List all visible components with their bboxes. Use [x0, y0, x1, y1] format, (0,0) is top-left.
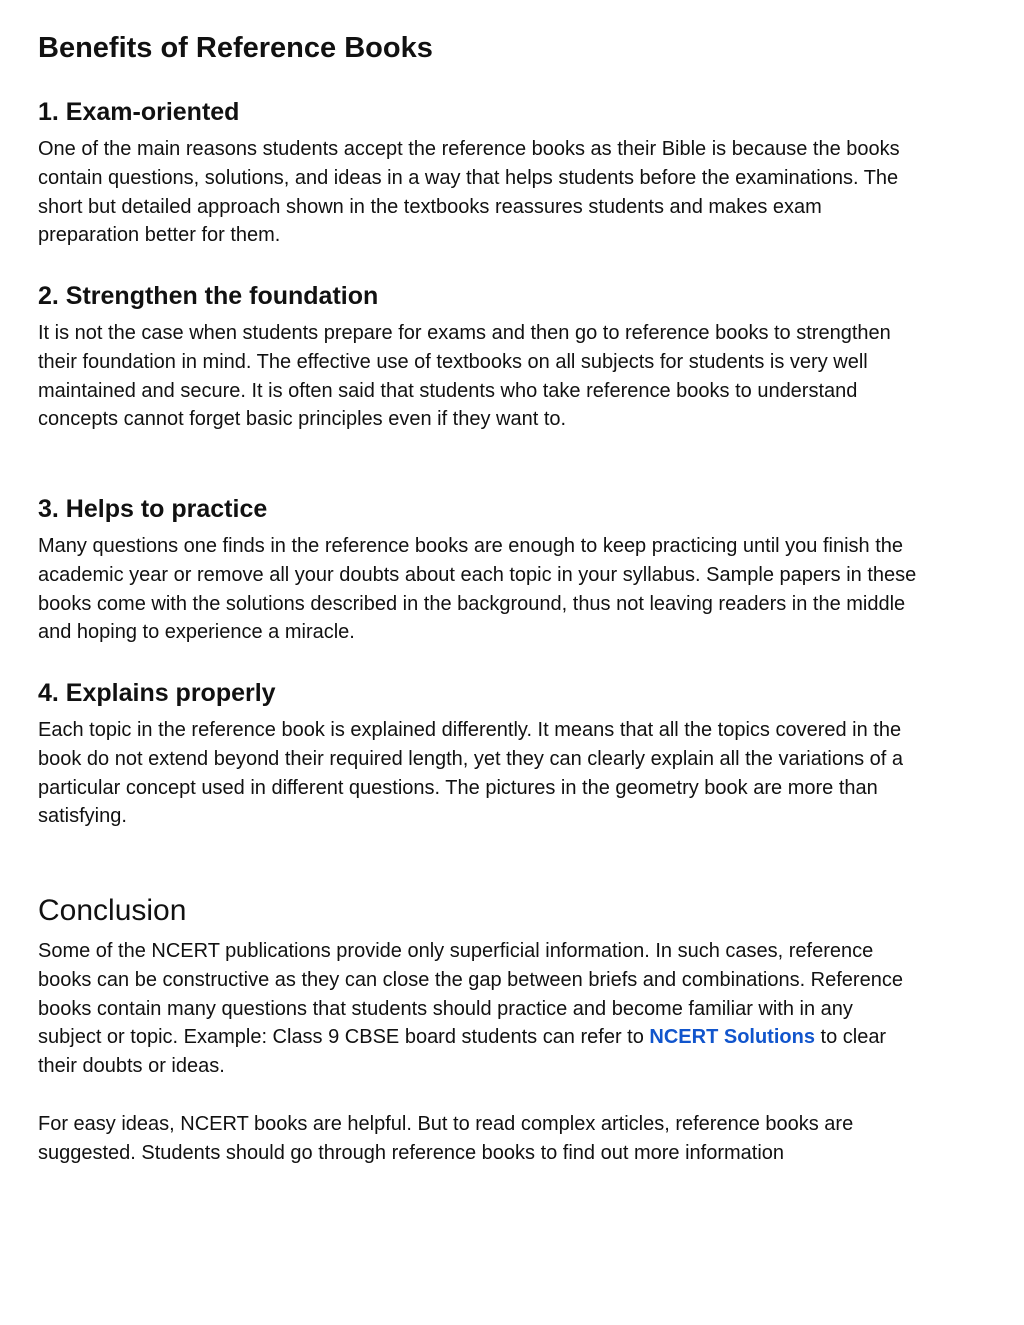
ncert-solutions-link[interactable]: NCERT Solutions — [649, 1026, 815, 1049]
section-body: Many questions one finds in the reference books are enough to keep practicing until you finish the academic year or remove all your doubts about each topic in your syllabus. Sample papers in these books come with the solutions described in the background, thus not leaving readers in the middle and hoping to experience a miracle. — [38, 535, 917, 644]
section-body: One of the main reasons students accept the reference books as their Bible is because the books contain questions, solutions, and ideas in a way that helps students before the examinations. The short but detailed approach shown in the textbooks reassures students and makes exam preparation better for them. — [38, 138, 900, 247]
conclusion-paragraph-1 — [38, 937, 918, 1081]
conclusion-heading: Conclusion — [38, 894, 187, 927]
conclusion-text-after-link: to clear their doubts or ideas. — [38, 1026, 887, 1078]
section-body: Each topic in the reference book is explained differently. It means that all the topics covered in the book do not extend beyond their required length, yet they can clearly explain all the variations of a particular concept used in different questions. The pictures in the geometry book are more than satisfying. — [38, 719, 903, 828]
page-title: Benefits of Reference Books — [38, 32, 433, 64]
section-helps-to-practice — [38, 494, 918, 647]
section-heading: 4. Explains properly — [38, 679, 276, 707]
section-heading: 1. Exam-oriented — [38, 98, 240, 126]
conclusion-paragraph-2: For easy ideas, NCERT books are helpful. But to read complex articles, reference books are suggested. Students should go through reference books to find out more information — [38, 1112, 854, 1164]
section-heading: 3. Helps to practice — [38, 495, 268, 523]
section-heading: 2. Strengthen the foundation — [38, 282, 379, 310]
section-exam-oriented — [38, 97, 918, 250]
conclusion-text-before-link: Some of the NCERT publications provide only superficial information. In such cases, reference books can be constructive as they can close the gap between briefs and combinations. Reference books contain many questions that students should practice and become familiar with in any subject or topic. Example: Class 9 CBSE board students can refer to — [38, 940, 903, 1049]
section-strengthen-foundation — [38, 281, 918, 434]
section-body: It is not the case when students prepare for exams and then go to reference books to strengthen their foundation in mind. The effective use of textbooks on all subjects for students is very well maintained and secure. It is often said that students who take reference books to understand concepts cannot forget basic principles even if they want to. — [38, 322, 891, 431]
section-explains-properly — [38, 678, 918, 831]
section-conclusion — [38, 893, 918, 1196]
